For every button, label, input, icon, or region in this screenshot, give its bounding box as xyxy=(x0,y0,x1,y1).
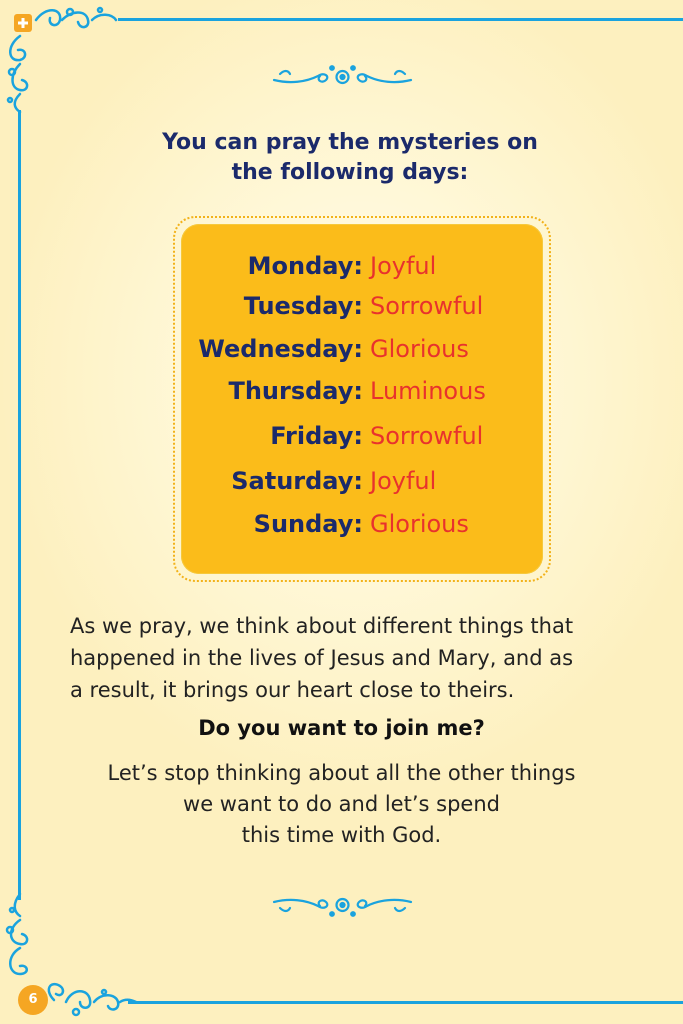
mystery-name: Glorious xyxy=(370,335,469,363)
mystery-name: Joyful xyxy=(370,252,437,280)
paragraph-line-2: happened in the lives of Jesus and Mary, and as xyxy=(70,646,574,670)
schedule-row-friday xyxy=(181,416,543,456)
heading-line-2: the following days: xyxy=(231,160,469,185)
question-text: Do you want to join me? xyxy=(198,716,485,740)
schedule-row-sunday xyxy=(181,504,543,544)
closing-line-1: Let’s stop thinking about all the other things xyxy=(107,761,576,785)
day-name: Friday: xyxy=(270,422,363,450)
mystery-name: Sorrowful xyxy=(370,292,484,320)
paragraph-line-3: a result, it brings our heart close to theirs. xyxy=(70,678,515,702)
page-heading xyxy=(100,128,600,188)
day-name: Tuesday: xyxy=(243,292,363,320)
day-name: Wednesday: xyxy=(198,335,363,363)
closing-text xyxy=(0,758,683,851)
mystery-name: Glorious xyxy=(370,510,469,538)
day-name: Thursday: xyxy=(228,377,363,405)
page-number-badge: 6 xyxy=(18,985,48,1015)
schedule-row-saturday xyxy=(181,461,543,501)
corner-flourish-icon xyxy=(0,0,130,120)
schedule-row-wednesday xyxy=(181,329,543,369)
body-paragraph xyxy=(70,610,650,706)
mystery-name: Luminous xyxy=(370,377,486,405)
schedule-row-monday xyxy=(181,246,543,286)
frame-top-line xyxy=(118,18,683,21)
ornament-divider-icon xyxy=(270,890,415,920)
day-name: Monday: xyxy=(247,252,363,280)
paragraph-line-1: As we pray, we think about different things that xyxy=(70,614,574,638)
closing-line-3: this time with God. xyxy=(241,823,442,847)
day-name: Saturday: xyxy=(231,467,363,495)
schedule-row-tuesday xyxy=(181,286,543,326)
ornament-divider-icon xyxy=(270,62,415,92)
mystery-name: Joyful xyxy=(370,467,437,495)
schedule-row-thursday xyxy=(181,371,543,411)
mystery-name: Sorrowful xyxy=(370,422,484,450)
day-name: Sunday: xyxy=(253,510,363,538)
closing-line-2: we want to do and let’s spend xyxy=(183,792,500,816)
heading-line-1: You can pray the mysteries on xyxy=(162,130,538,155)
frame-bottom-line xyxy=(128,1001,683,1004)
